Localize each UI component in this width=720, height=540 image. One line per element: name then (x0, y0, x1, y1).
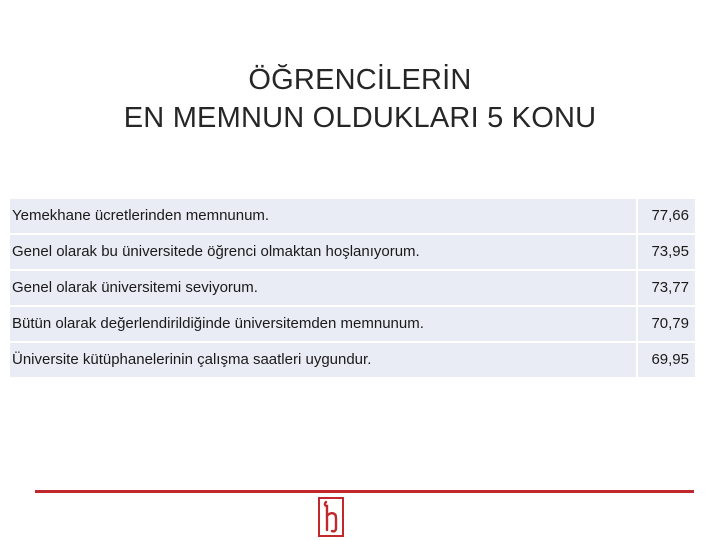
row-value: 77,66 (638, 199, 695, 233)
table-row (10, 271, 695, 305)
row-label: Genel olarak bu üniversitede öğrenci olmaktan hoşlanıyorum. (10, 235, 636, 269)
slide-title (0, 61, 720, 137)
row-value: 73,95 (638, 235, 695, 269)
row-label: Üniversite kütüphanelerinin çalışma saatleri uygundur. (10, 343, 636, 377)
slide-title-line2: EN MEMNUN OLDUKLARI 5 KONU (123, 102, 597, 135)
row-label: Bütün olarak değerlendirildiğinde üniversitemden memnunum. (10, 307, 636, 341)
slide-title-line1: ÖĞRENCİLERİN (248, 64, 472, 97)
row-value: 73,77 (638, 271, 695, 305)
table-row (10, 343, 695, 377)
table-row (10, 235, 695, 269)
university-logo-icon (315, 494, 347, 540)
table-row (10, 307, 695, 341)
results-table (10, 199, 695, 379)
row-label: Yemekhane ücretlerinden memnunum. (10, 199, 636, 233)
row-value: 69,95 (638, 343, 695, 377)
footer-divider (35, 490, 694, 493)
table-row (10, 199, 695, 233)
row-label: Genel olarak üniversitemi seviyorum. (10, 271, 636, 305)
row-value: 70,79 (638, 307, 695, 341)
